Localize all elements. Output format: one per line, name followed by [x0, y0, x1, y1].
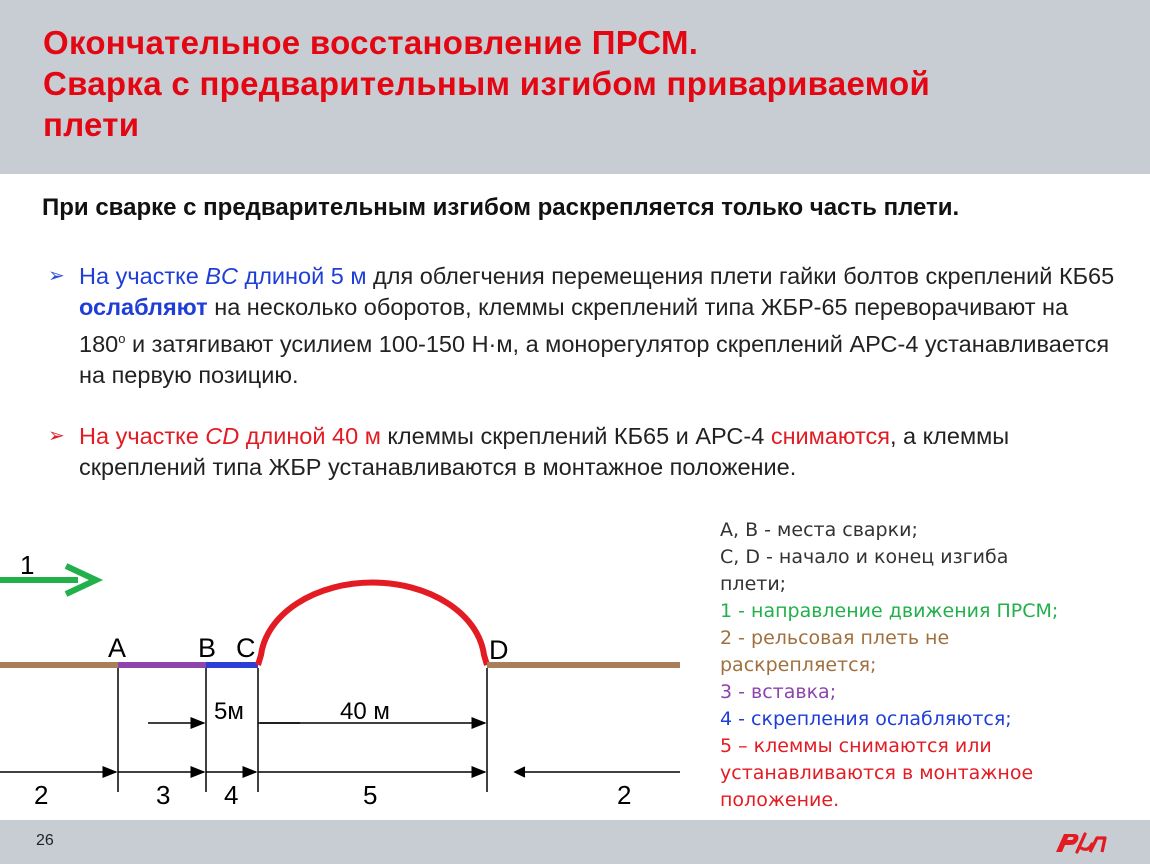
bent-segment [258, 583, 487, 665]
bullet-text: На участке BC длиной 5 м для облегчения перемещения плети гайки болтов скреплений КБ65 ослабляют на несколько оборотов, клеммы скреплений типа ЖБР-65 переворачивают на $180^о$ и затягивают усилием 100-150 Н·м, а монорегулятор скреплений АРС-4 устанавливается на первую позицию. [79, 263, 1115, 388]
footer-band [0, 820, 1150, 864]
point-b-label: B [198, 633, 217, 663]
rzd-logo-icon [1050, 826, 1110, 858]
bullet-item [48, 261, 1118, 391]
legend-line: 3 - вставка; [720, 681, 837, 703]
title-line: Сварка с предварительным изгибом привариваемой [43, 65, 931, 102]
dimension-cd-label: 40 м [340, 698, 390, 725]
point-d-label: D [489, 635, 509, 665]
direction-arrow-icon [0, 566, 96, 594]
legend-line: C, D - начало и конец изгиба [720, 546, 1009, 568]
bullet-arrow-icon: ➢ [48, 425, 65, 447]
point-c-label: C [236, 633, 256, 663]
zone-bc-label: 4 [224, 780, 239, 810]
direction-label: 1 [20, 550, 35, 580]
bullet-arrow-icon: ➢ [48, 265, 65, 287]
zone-left-label: 2 [34, 780, 49, 810]
intro-text: При сварке с предварительным изгибом раскрепляется только часть плети. [42, 194, 960, 221]
header-band [0, 0, 1150, 174]
zone-insert-label: 3 [156, 780, 171, 810]
legend-line: раскрепляется; [720, 654, 877, 676]
zone-right-label: 2 [617, 780, 632, 810]
title-line: плети [43, 106, 140, 143]
bullet-item [48, 421, 1118, 483]
extension-lines [118, 668, 487, 792]
legend-line: 5 – клеммы снимаются или [720, 735, 992, 757]
lower-dimension-line [0, 767, 680, 777]
legend-line: устанавливаются в монтажное [720, 762, 1034, 784]
legend-line: 4 - скрепления ослабляются; [720, 708, 1012, 730]
page-number: 26 [36, 832, 54, 849]
legend-line: плети; [720, 573, 787, 595]
rail-bending-diagram [0, 520, 700, 820]
legend-line: A, B - места сварки; [720, 519, 918, 541]
legend-line: 1 - направление движения ПРСМ; [720, 600, 1059, 622]
title-line: Окончательное восстановление ПРСМ. [43, 24, 699, 61]
legend [720, 517, 1140, 814]
legend-line: положение. [720, 789, 840, 811]
zone-cd-label: 5 [363, 780, 378, 810]
slide-title [43, 22, 1133, 145]
point-a-label: A [108, 633, 127, 663]
legend-line: 2 - рельсовая плеть не [720, 627, 950, 649]
bullet-text: На участке CD длиной 40 м клеммы скреплений КБ65 и АРС-4 снимаются, а клеммы скреплений типа ЖБР устанавливаются в монтажное положение. [79, 423, 1010, 480]
dimension-bc-label: 5м [214, 698, 244, 725]
